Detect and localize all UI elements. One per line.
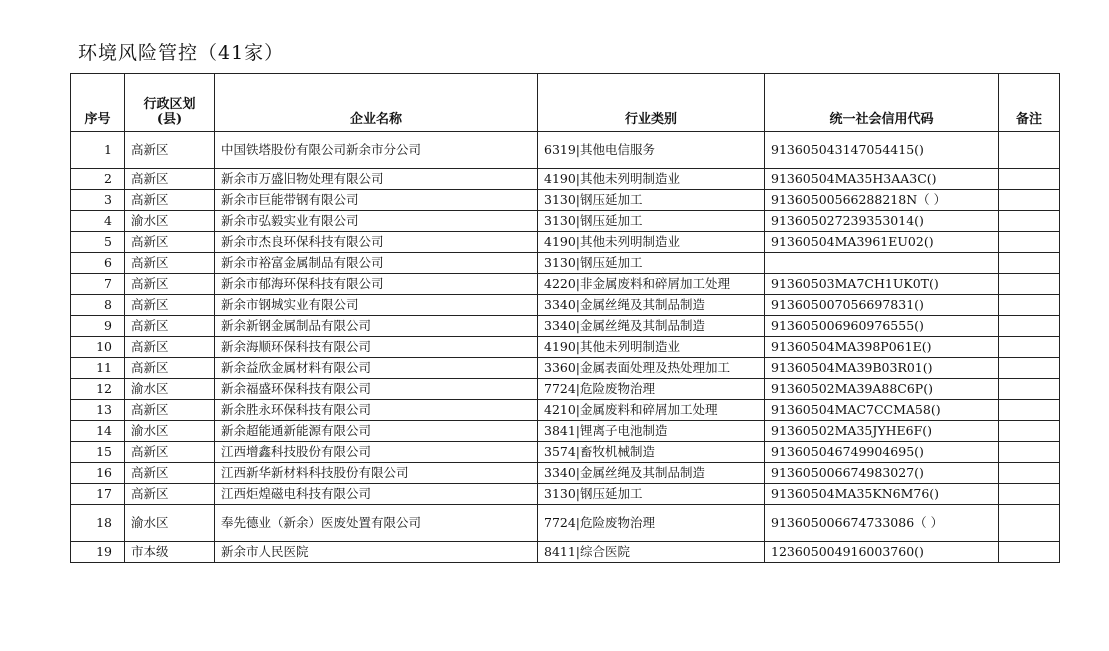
cell-credit-code: 123605004916003760(): [765, 542, 999, 563]
cell-region: 渝水区: [125, 379, 215, 400]
table-row: [71, 211, 1060, 232]
cell-credit-code: 91360504MA3961EU02(): [765, 232, 999, 253]
cell-industry: 4220|非金属废料和碎屑加工处理: [538, 274, 765, 295]
table-row: [71, 190, 1060, 211]
cell-enterprise-name: 新余胜永环保科技有限公司: [215, 400, 538, 421]
table-row: [71, 295, 1060, 316]
cell-region: 高新区: [125, 190, 215, 211]
cell-region: 高新区: [125, 169, 215, 190]
cell-enterprise-name: 新余市弘毅实业有限公司: [215, 211, 538, 232]
cell-region: 高新区: [125, 232, 215, 253]
cell-enterprise-name: 新余新钢金属制品有限公司: [215, 316, 538, 337]
column-header-industry: 行业类别: [538, 74, 765, 132]
cell-remark: [999, 421, 1060, 442]
cell-no: 14: [71, 421, 125, 442]
cell-no: 12: [71, 379, 125, 400]
cell-no: 18: [71, 505, 125, 542]
page-title: 环境风险管控（41家）: [78, 42, 285, 64]
cell-credit-code: 91360504MAC7CCMA58(): [765, 400, 999, 421]
cell-no: 11: [71, 358, 125, 379]
table-row: [71, 400, 1060, 421]
cell-remark: [999, 542, 1060, 563]
column-header-code: 统一社会信用代码: [765, 74, 999, 132]
table-row: [71, 484, 1060, 505]
cell-region: 渝水区: [125, 421, 215, 442]
cell-credit-code: [765, 253, 999, 274]
column-header-region-line2: (县): [156, 111, 183, 127]
column-header-region-line1: 行政区划: [143, 97, 196, 113]
cell-region: 高新区: [125, 132, 215, 169]
cell-remark: [999, 505, 1060, 542]
cell-no: 17: [71, 484, 125, 505]
cell-remark: [999, 253, 1060, 274]
cell-industry: 3340|金属丝绳及其制品制造: [538, 463, 765, 484]
cell-no: 4: [71, 211, 125, 232]
cell-remark: [999, 379, 1060, 400]
cell-enterprise-name: 新余市郁海环保科技有限公司: [215, 274, 538, 295]
cell-industry: 4190|其他未列明制造业: [538, 232, 765, 253]
table-row: [71, 232, 1060, 253]
cell-region: 高新区: [125, 358, 215, 379]
cell-no: 16: [71, 463, 125, 484]
cell-credit-code: 913605046749904695(): [765, 442, 999, 463]
cell-remark: [999, 211, 1060, 232]
table-row: [71, 274, 1060, 295]
cell-region: 高新区: [125, 253, 215, 274]
cell-credit-code: 913605027239353014(): [765, 211, 999, 232]
table-row: [71, 169, 1060, 190]
cell-credit-code: 913605006674733086（ ）: [765, 505, 999, 542]
cell-remark: [999, 463, 1060, 484]
table-row: [71, 132, 1060, 169]
cell-no: 3: [71, 190, 125, 211]
cell-credit-code: 91360502MA39A88C6P(): [765, 379, 999, 400]
cell-region: 高新区: [125, 400, 215, 421]
cell-industry: 4190|其他未列明制造业: [538, 337, 765, 358]
cell-industry: 3130|钢压延加工: [538, 190, 765, 211]
cell-remark: [999, 337, 1060, 358]
cell-industry: 4190|其他未列明制造业: [538, 169, 765, 190]
cell-remark: [999, 274, 1060, 295]
table-row: [71, 358, 1060, 379]
cell-industry: 3340|金属丝绳及其制品制造: [538, 295, 765, 316]
cell-industry: 3340|金属丝绳及其制品制造: [538, 316, 765, 337]
cell-region: 高新区: [125, 463, 215, 484]
cell-remark: [999, 132, 1060, 169]
cell-region: 高新区: [125, 295, 215, 316]
cell-industry: 3130|钢压延加工: [538, 253, 765, 274]
cell-credit-code: 913605043147054415(): [765, 132, 999, 169]
cell-enterprise-name: 新余市人民医院: [215, 542, 538, 563]
cell-enterprise-name: 中国铁塔股份有限公司新余市分公司: [215, 132, 538, 169]
cell-no: 5: [71, 232, 125, 253]
column-header-remark: 备注: [999, 74, 1060, 132]
cell-no: 10: [71, 337, 125, 358]
table-row: [71, 253, 1060, 274]
cell-credit-code: 91360504MA35KN6M76(): [765, 484, 999, 505]
cell-region: 高新区: [125, 484, 215, 505]
cell-enterprise-name: 新余益欣金属材料有限公司: [215, 358, 538, 379]
cell-region: 高新区: [125, 316, 215, 337]
cell-no: 2: [71, 169, 125, 190]
cell-industry: 3130|钢压延加工: [538, 211, 765, 232]
cell-region: 高新区: [125, 442, 215, 463]
cell-remark: [999, 400, 1060, 421]
cell-industry: 3130|钢压延加工: [538, 484, 765, 505]
column-header-name: 企业名称: [215, 74, 538, 132]
cell-credit-code: 91360504MA39B03R01(): [765, 358, 999, 379]
cell-remark: [999, 190, 1060, 211]
table-row: [71, 316, 1060, 337]
cell-enterprise-name: 新余超能通新能源有限公司: [215, 421, 538, 442]
cell-no: 9: [71, 316, 125, 337]
cell-no: 15: [71, 442, 125, 463]
cell-industry: 3360|金属表面处理及热处理加工: [538, 358, 765, 379]
cell-enterprise-name: 新余福盛环保科技有限公司: [215, 379, 538, 400]
enterprise-table: [70, 73, 1060, 563]
cell-credit-code: 91360502MA35JYHE6F(): [765, 421, 999, 442]
cell-region: 高新区: [125, 337, 215, 358]
cell-region: 高新区: [125, 274, 215, 295]
column-header-region: [125, 74, 215, 132]
cell-credit-code: 913605006960976555(): [765, 316, 999, 337]
table-row: [71, 379, 1060, 400]
cell-no: 7: [71, 274, 125, 295]
cell-credit-code: 91360504MA35H3AA3C(): [765, 169, 999, 190]
cell-remark: [999, 316, 1060, 337]
cell-remark: [999, 295, 1060, 316]
cell-credit-code: 913605006674983027(): [765, 463, 999, 484]
cell-enterprise-name: 新余市万盛旧物处理有限公司: [215, 169, 538, 190]
cell-enterprise-name: 新余市巨能带钢有限公司: [215, 190, 538, 211]
cell-no: 19: [71, 542, 125, 563]
cell-region: 渝水区: [125, 505, 215, 542]
table-body: [71, 132, 1060, 563]
cell-region: 市本级: [125, 542, 215, 563]
cell-remark: [999, 484, 1060, 505]
cell-remark: [999, 358, 1060, 379]
cell-enterprise-name: 新余市钢城实业有限公司: [215, 295, 538, 316]
cell-enterprise-name: 奉先德业（新余）医废处置有限公司: [215, 505, 538, 542]
table-row: [71, 337, 1060, 358]
cell-enterprise-name: 江西新华新材料科技股份有限公司: [215, 463, 538, 484]
table-header-row: [71, 74, 1060, 132]
cell-industry: 3841|锂离子电池制造: [538, 421, 765, 442]
cell-credit-code: 91360500566288218N（ ）: [765, 190, 999, 211]
cell-industry: 4210|金属废料和碎屑加工处理: [538, 400, 765, 421]
table-row: [71, 442, 1060, 463]
cell-remark: [999, 232, 1060, 253]
table-row: [71, 463, 1060, 484]
cell-enterprise-name: 江西炬煌磁电科技有限公司: [215, 484, 538, 505]
cell-credit-code: 91360503MA7CH1UK0T(): [765, 274, 999, 295]
cell-no: 13: [71, 400, 125, 421]
cell-no: 8: [71, 295, 125, 316]
cell-credit-code: 91360504MA398P061E(): [765, 337, 999, 358]
table-row: [71, 505, 1060, 542]
cell-industry: 8411|综合医院: [538, 542, 765, 563]
cell-enterprise-name: 江西增鑫科技股份有限公司: [215, 442, 538, 463]
cell-enterprise-name: 新余海顺环保科技有限公司: [215, 337, 538, 358]
table-row: [71, 421, 1060, 442]
cell-enterprise-name: 新余市裕富金属制品有限公司: [215, 253, 538, 274]
cell-industry: 3574|畜牧机械制造: [538, 442, 765, 463]
cell-remark: [999, 169, 1060, 190]
table-row: [71, 542, 1060, 563]
cell-no: 1: [71, 132, 125, 169]
cell-industry: 7724|危险废物治理: [538, 505, 765, 542]
cell-remark: [999, 442, 1060, 463]
cell-enterprise-name: 新余市杰良环保科技有限公司: [215, 232, 538, 253]
cell-credit-code: 913605007056697831(): [765, 295, 999, 316]
cell-industry: 7724|危险废物治理: [538, 379, 765, 400]
cell-region: 渝水区: [125, 211, 215, 232]
cell-no: 6: [71, 253, 125, 274]
column-header-no: 序号: [71, 74, 125, 132]
cell-industry: 6319|其他电信服务: [538, 132, 765, 169]
